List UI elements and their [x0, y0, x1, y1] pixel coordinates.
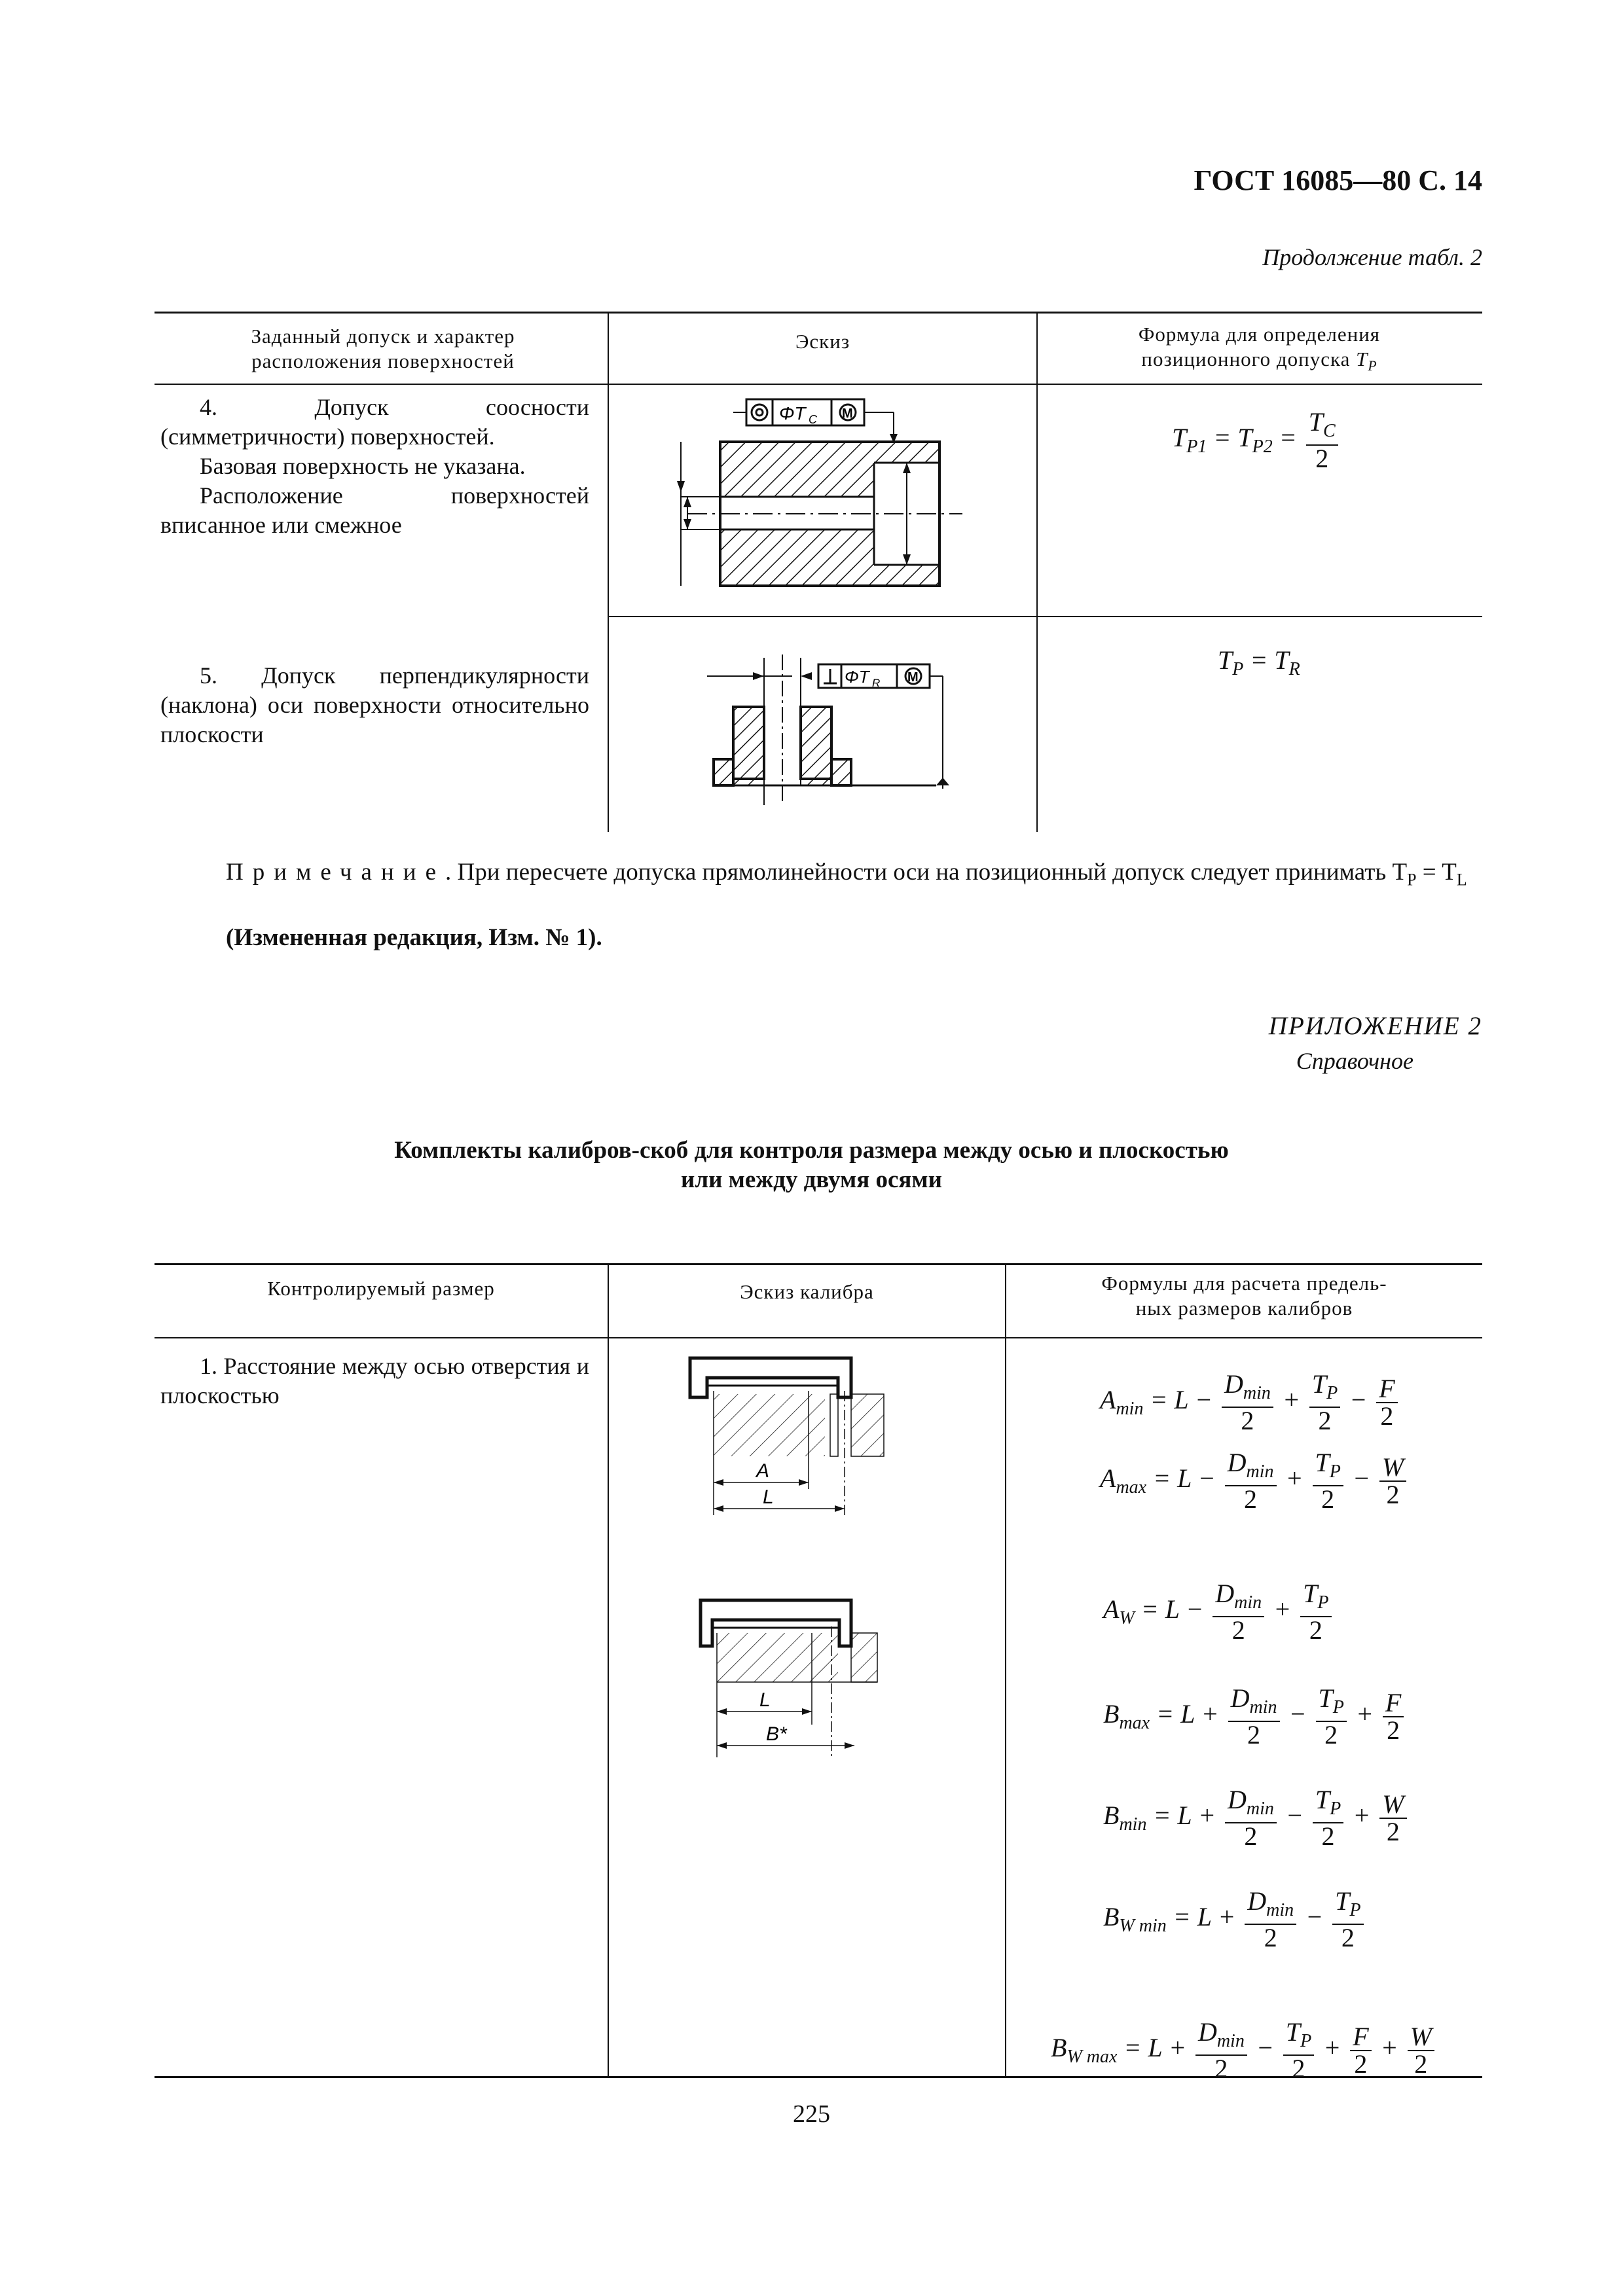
formula-b-w-min: $B_{W min} = L$ + $\frac{D_{min}}{2}$ − $\frac{T_P}{2}$ [1103, 1888, 1366, 1951]
formula-b-min: $B_{min} = L$ + $\frac{D_{min}}{2}$ − $\frac{T_P}{2}$ + $\frac{W}{2}$ [1103, 1787, 1410, 1850]
formula-a-min: $A_{min} = L$ − $\frac{D_{min}}{2}$ + $\frac{T_P}{2}$ − $\frac{F}{2}$ [1100, 1371, 1400, 1434]
dim-b-label: B* [766, 1723, 787, 1745]
gauge-sketch-2 [694, 1594, 890, 1764]
table2-header-col3: Формулы для расчета предель- ных размеров калибров [1101, 1272, 1387, 1319]
table1-header-col3: Формула для определения позиционного допуска $T_P$ [1138, 323, 1381, 374]
frame-m-label-2: M [907, 670, 919, 685]
table1-row-divider [609, 616, 1482, 617]
gauge-sketch-1 [687, 1352, 910, 1522]
page-number: 225 [793, 2100, 830, 2128]
formula-a-w: $A_W = L$ − $\frac{D_{min}}{2}$ + $\frac{T_P}{2}$ [1103, 1581, 1334, 1643]
table1-row4-text: 4. Допуск соосности (симметричности) поверхностей. Базовая поверхность не указана. Расположение поверхностей вписанное или смежное [160, 394, 589, 538]
amendment-note: (Измененная редакция, Изм. № 1). [226, 924, 602, 951]
table2-col-divider-1 [608, 1263, 609, 2077]
section-title-line2: или между двумя осями [681, 1166, 942, 1193]
table2-header-col1: Контролируемый размер [267, 1277, 495, 1300]
appendix-subtitle: Справочное [1296, 1048, 1413, 1074]
formula-a-max: $A_{max} = L$ − $\frac{D_{min}}{2}$ + $\frac{T_P}{2}$ − $\frac{W}{2}$ [1100, 1450, 1409, 1513]
coaxiality-sketch [674, 396, 982, 592]
formula-b-max: $B_{max} = L$ + $\frac{D_{min}}{2}$ − $\frac{T_P}{2}$ + $\frac{F}{2}$ [1103, 1685, 1406, 1748]
table2-col-divider-2 [1005, 1263, 1006, 2077]
table2-header-rule [155, 1337, 1482, 1338]
dim-l-label: L [763, 1486, 774, 1508]
table2-row1-text: 1. Расстояние между осью отверстия и плоскостью [160, 1353, 589, 1408]
note-paragraph: Примечание. При пересчете допуска прямолинейности оси на позиционный допуск следует принимать $T_P = T_L$ [226, 859, 1467, 889]
frame-phi-tr-sub: R [872, 677, 881, 689]
table1-header-rule [155, 384, 1482, 385]
frame-phi-tr-label: ΦT [845, 667, 869, 687]
table1-top-rule [155, 312, 1482, 314]
frame-m-label: M [842, 406, 853, 421]
dim-l-label-2: L [759, 1689, 771, 1711]
table2-top-rule [155, 1263, 1482, 1265]
table1-col-divider-1 [608, 312, 609, 832]
perpendicularity-sketch [707, 648, 956, 805]
table1-row5-text: 5. Допуск перпендикулярности (наклона) оси поверхности относительно плоскости [160, 662, 589, 747]
formula-row4: $T_{P1} = T_{P2}$ = $\frac{T_C}{2}$ [1172, 409, 1341, 472]
table1-header-col2: Эскиз [795, 330, 850, 353]
dim-a-label: A [756, 1460, 770, 1482]
table2-header-col2: Эскиз калибра [740, 1280, 874, 1303]
appendix-title: ПРИЛОЖЕНИЕ 2 [1268, 1012, 1482, 1040]
formula-row5: $T_P = T_R$ [1218, 645, 1300, 679]
section-title-line1: Комплекты калибров-скоб для контроля размера между осью и плоскостью [394, 1137, 1229, 1164]
page-header: ГОСТ 16085—80 С. 14 [1194, 164, 1482, 196]
frame-phi-tc-sub: C [809, 413, 817, 426]
table-continuation-label: Продолжение табл. 2 [1262, 244, 1482, 270]
table1-col-divider-2 [1036, 312, 1038, 832]
frame-phi-tc-label: ΦT [779, 403, 806, 423]
formula-b-w-max: $B_{W max} = L$ + $\frac{D_{min}}{2}$ − $\frac{T_P}{2}$ + $\frac{F}{2}$ + $\frac{W}{2}$ [1051, 2019, 1437, 2082]
table1-header-col1: Заданный допуск и характер расположения поверхностей [251, 325, 515, 372]
